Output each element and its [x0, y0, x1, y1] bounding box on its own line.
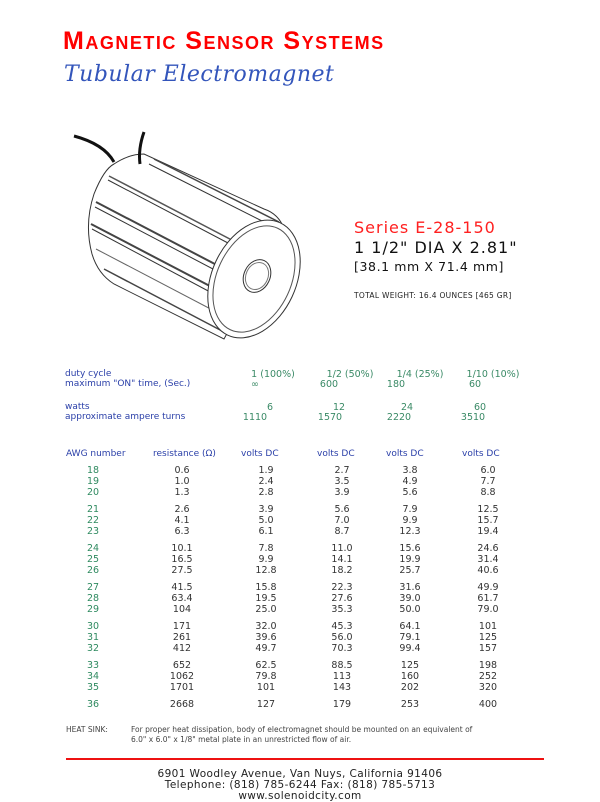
- volts-dc-25-cell: 79.1: [399, 632, 421, 643]
- volts-dc-25-cell: 31.6: [399, 582, 421, 593]
- awg-cell: 20: [86, 487, 100, 498]
- volts-dc-25-cell: 202: [400, 682, 420, 693]
- volts-dc-10-cell: 157: [478, 643, 498, 654]
- volts-dc-10-cell: 400: [478, 699, 498, 710]
- volts-dc-25-cell: 125: [400, 660, 420, 671]
- volts-dc-10-cell: 101: [478, 621, 498, 632]
- header-volts-dc: volts DC: [241, 449, 279, 459]
- watts-value: 24: [400, 402, 414, 413]
- volts-dc-10-cell: 8.8: [480, 487, 496, 498]
- volts-dc-50-cell: 143: [332, 682, 352, 693]
- volts-dc-25-cell: 25.7: [399, 565, 421, 576]
- volts-dc-100-cell: 62.5: [255, 660, 277, 671]
- volts-dc-100-cell: 7.8: [258, 543, 274, 554]
- volts-dc-100-cell: 25.0: [255, 604, 277, 615]
- volts-dc-50-cell: 3.5: [334, 476, 350, 487]
- awg-cell: 34: [86, 671, 100, 682]
- max-on-time-value: 600: [319, 379, 339, 390]
- awg-cell: 36: [86, 699, 100, 710]
- volts-dc-25-cell: 160: [400, 671, 420, 682]
- max-on-time-value: 60: [468, 379, 482, 390]
- volts-dc-50-cell: 56.0: [331, 632, 353, 643]
- volts-dc-50-cell: 45.3: [331, 621, 353, 632]
- volts-dc-100-cell: 3.9: [258, 504, 274, 515]
- header-volts-dc: volts DC: [462, 449, 500, 459]
- volts-dc-10-cell: 7.7: [480, 476, 496, 487]
- duty-cycle-label: duty cycle: [65, 369, 112, 379]
- volts-dc-50-cell: 8.7: [334, 526, 350, 537]
- volts-dc-10-cell: 49.9: [477, 582, 499, 593]
- volts-dc-10-cell: 252: [478, 671, 498, 682]
- header-volts-dc: volts DC: [317, 449, 355, 459]
- header-resistance: resistance (Ω): [153, 449, 216, 459]
- ampere-turns-value: 1110: [242, 412, 268, 423]
- brand-title: Magnetic Sensor Systems: [63, 27, 385, 55]
- volts-dc-25-cell: 19.9: [399, 554, 421, 565]
- resistance-cell: 1062: [169, 671, 195, 682]
- duty-cycle-value: 1/2 (50%): [326, 369, 374, 380]
- volts-dc-25-cell: 9.9: [402, 515, 418, 526]
- awg-cell: 33: [86, 660, 100, 671]
- resistance-cell: 261: [172, 632, 192, 643]
- volts-dc-50-cell: 2.7: [334, 465, 350, 476]
- heat-sink-note-line2: 6.0" x 6.0" x 1/8" metal plate in an unrestricted flow of air.: [131, 735, 352, 744]
- awg-cell: 29: [86, 604, 100, 615]
- volts-dc-25-cell: 15.6: [399, 543, 421, 554]
- max-on-time-label: maximum "ON" time, (Sec.): [65, 379, 191, 389]
- volts-dc-25-cell: 4.9: [402, 476, 418, 487]
- awg-cell: 22: [86, 515, 100, 526]
- ampere-turns-value: 3510: [460, 412, 486, 423]
- volts-dc-50-cell: 7.0: [334, 515, 350, 526]
- resistance-cell: 4.1: [174, 515, 190, 526]
- volts-dc-100-cell: 1.9: [258, 465, 274, 476]
- footer-phone-fax: Telephone: (818) 785-6244 Fax: (818) 785-5713: [164, 779, 436, 791]
- volts-dc-100-cell: 2.8: [258, 487, 274, 498]
- resistance-cell: 1.0: [174, 476, 190, 487]
- resistance-cell: 6.3: [174, 526, 190, 537]
- volts-dc-10-cell: 61.7: [477, 593, 499, 604]
- resistance-cell: 41.5: [171, 582, 193, 593]
- resistance-cell: 16.5: [171, 554, 193, 565]
- duty-cycle-value: 1 (100%): [251, 369, 295, 380]
- awg-cell: 18: [86, 465, 100, 476]
- ampere-turns-value: 2220: [386, 412, 412, 423]
- resistance-cell: 2668: [169, 699, 195, 710]
- awg-cell: 19: [86, 476, 100, 487]
- volts-dc-10-cell: 12.5: [477, 504, 499, 515]
- volts-dc-100-cell: 15.8: [255, 582, 277, 593]
- volts-dc-25-cell: 3.8: [402, 465, 418, 476]
- awg-cell: 23: [86, 526, 100, 537]
- awg-cell: 24: [86, 543, 100, 554]
- heat-sink-label: HEAT SINK:: [66, 725, 108, 734]
- series-number: Series E-28-150: [354, 218, 496, 237]
- volts-dc-10-cell: 198: [478, 660, 498, 671]
- volts-dc-50-cell: 3.9: [334, 487, 350, 498]
- awg-cell: 31: [86, 632, 100, 643]
- heat-sink-note-line1: For proper heat dissipation, body of electromagnet should be mounted on an equivalent of: [131, 725, 473, 734]
- volts-dc-25-cell: 12.3: [399, 526, 421, 537]
- volts-dc-50-cell: 88.5: [331, 660, 353, 671]
- volts-dc-50-cell: 27.6: [331, 593, 353, 604]
- volts-dc-100-cell: 6.1: [258, 526, 274, 537]
- resistance-cell: 63.4: [171, 593, 193, 604]
- volts-dc-10-cell: 79.0: [477, 604, 499, 615]
- volts-dc-100-cell: 79.8: [255, 671, 277, 682]
- resistance-cell: 652: [172, 660, 192, 671]
- resistance-cell: 171: [172, 621, 192, 632]
- awg-cell: 25: [86, 554, 100, 565]
- volts-dc-10-cell: 40.6: [477, 565, 499, 576]
- volts-dc-25-cell: 99.4: [399, 643, 421, 654]
- volts-dc-100-cell: 101: [256, 682, 276, 693]
- awg-cell: 27: [86, 582, 100, 593]
- footer-divider: [66, 758, 544, 760]
- page-subtitle: Tubular Electromagnet: [64, 62, 335, 87]
- awg-cell: 30: [86, 621, 100, 632]
- volts-dc-10-cell: 19.4: [477, 526, 499, 537]
- resistance-cell: 10.1: [171, 543, 193, 554]
- volts-dc-50-cell: 18.2: [331, 565, 353, 576]
- volts-dc-10-cell: 15.7: [477, 515, 499, 526]
- volts-dc-100-cell: 39.6: [255, 632, 277, 643]
- volts-dc-100-cell: 127: [256, 699, 276, 710]
- volts-dc-10-cell: 31.4: [477, 554, 499, 565]
- volts-dc-25-cell: 5.6: [402, 487, 418, 498]
- volts-dc-25-cell: 39.0: [399, 593, 421, 604]
- volts-dc-50-cell: 179: [332, 699, 352, 710]
- watts-value: 60: [473, 402, 487, 413]
- awg-cell: 35: [86, 682, 100, 693]
- total-weight: TOTAL WEIGHT: 16.4 OUNCES [465 GR]: [354, 291, 512, 300]
- watts-value: 6: [266, 402, 274, 413]
- max-on-time-value: 180: [386, 379, 406, 390]
- volts-dc-100-cell: 32.0: [255, 621, 277, 632]
- resistance-cell: 0.6: [174, 465, 190, 476]
- ampere-turns-label: approximate ampere turns: [65, 412, 186, 422]
- footer-website[interactable]: www.solenoidcity.com: [238, 790, 362, 802]
- resistance-cell: 104: [172, 604, 192, 615]
- footer-address: 6901 Woodley Avenue, Van Nuys, California 91406: [157, 768, 443, 780]
- volts-dc-100-cell: 9.9: [258, 554, 274, 565]
- volts-dc-25-cell: 64.1: [399, 621, 421, 632]
- volts-dc-25-cell: 50.0: [399, 604, 421, 615]
- resistance-cell: 1.3: [174, 487, 190, 498]
- max-on-time-value: ∞: [251, 379, 259, 390]
- volts-dc-10-cell: 6.0: [480, 465, 496, 476]
- volts-dc-100-cell: 12.8: [255, 565, 277, 576]
- watts-value: 12: [332, 402, 346, 413]
- volts-dc-10-cell: 24.6: [477, 543, 499, 554]
- volts-dc-50-cell: 11.0: [331, 543, 353, 554]
- volts-dc-100-cell: 5.0: [258, 515, 274, 526]
- header-volts-dc: volts DC: [386, 449, 424, 459]
- volts-dc-50-cell: 113: [332, 671, 352, 682]
- awg-cell: 21: [86, 504, 100, 515]
- volts-dc-50-cell: 5.6: [334, 504, 350, 515]
- resistance-cell: 27.5: [171, 565, 193, 576]
- header-awg: AWG number: [66, 449, 126, 459]
- dimensions-inches: 1 1/2" DIA X 2.81": [354, 238, 518, 257]
- electromagnet-illustration: [64, 124, 314, 352]
- resistance-cell: 412: [172, 643, 192, 654]
- volts-dc-25-cell: 7.9: [402, 504, 418, 515]
- volts-dc-10-cell: 125: [478, 632, 498, 643]
- volts-dc-100-cell: 2.4: [258, 476, 274, 487]
- dimensions-mm: [38.1 mm X 71.4 mm]: [354, 259, 504, 274]
- volts-dc-50-cell: 14.1: [331, 554, 353, 565]
- watts-label: watts: [65, 402, 90, 412]
- duty-cycle-value: 1/10 (10%): [466, 369, 520, 380]
- volts-dc-100-cell: 19.5: [255, 593, 277, 604]
- volts-dc-10-cell: 320: [478, 682, 498, 693]
- resistance-cell: 1701: [169, 682, 195, 693]
- volts-dc-50-cell: 35.3: [331, 604, 353, 615]
- volts-dc-25-cell: 253: [400, 699, 420, 710]
- ampere-turns-value: 1570: [317, 412, 343, 423]
- awg-cell: 32: [86, 643, 100, 654]
- resistance-cell: 2.6: [174, 504, 190, 515]
- awg-cell: 28: [86, 593, 100, 604]
- volts-dc-100-cell: 49.7: [255, 643, 277, 654]
- volts-dc-50-cell: 22.3: [331, 582, 353, 593]
- volts-dc-50-cell: 70.3: [331, 643, 353, 654]
- awg-cell: 26: [86, 565, 100, 576]
- duty-cycle-value: 1/4 (25%): [396, 369, 444, 380]
